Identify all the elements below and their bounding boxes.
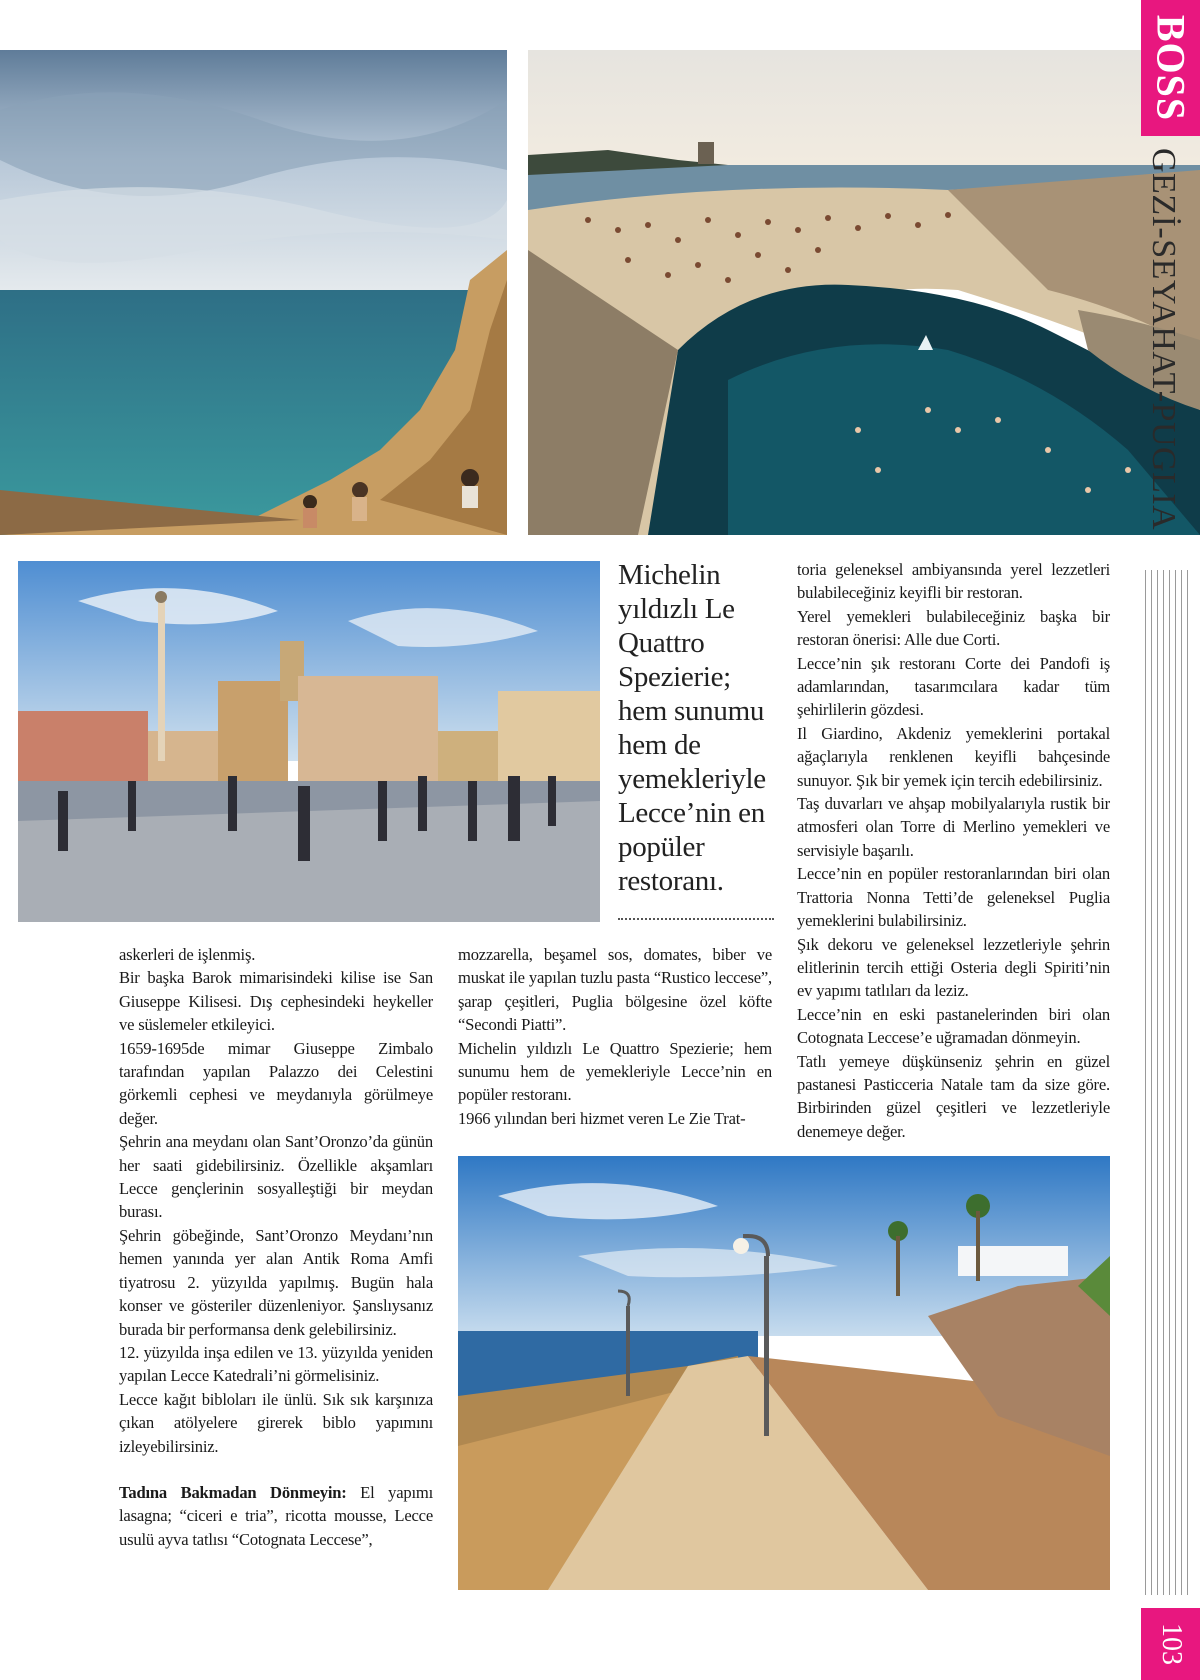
paragraph: askerleri de işlenmiş. [119, 945, 256, 964]
paragraph: Taş duvarları ve ahşap mobilyalarıyla rustik bir atmosferi olan Torre di Merlino yemekleri ve servisiyle başarılı. [797, 794, 1110, 860]
text-column-middle [458, 943, 772, 1130]
photo-cove-swimmers [528, 50, 1200, 535]
paragraph: toria geleneksel ambiyansında yerel lezzetleri bulabileceğiniz keyifli bir restoran. [797, 560, 1110, 603]
paragraph: 12. yüzyılda inşa edilen ve 13. yüzyılda yeniden yapılan Lecce Katedrali’ni görmelisiniz. [119, 1342, 433, 1386]
photo-lecce-square [18, 561, 600, 922]
paragraph: mozzarella, beşamel sos, domates, biber ve muskat ile yapılan tuzlu pasta “Rustico leccese”, şarap çeşitleri, Puglia bölgesine özel köfte “Secondi Piatti”. [458, 945, 772, 1035]
subhead-text: El yapımı lasagna; “ciceri e tria”, ricotta mousse, Lecce usulü ayva tatlısı “Cotognata Leccese”, [119, 1482, 433, 1549]
photo-seaside-promenade [458, 1156, 1110, 1590]
paragraph: Tatlı yemeye düşkünseniz şehrin en güzel pastanesi Pasticceria Natale tam da size göre. Birbirinden güzel çeşitleri ve lezzetleriyle denemeye değer. [797, 1051, 1110, 1141]
text-column-right [797, 558, 1110, 1143]
subhead: Tadına Bakmadan Dönmeyin: [119, 1482, 347, 1502]
edge-rules [1143, 570, 1197, 1595]
paragraph: Yerel yemekleri bulabileceğiniz başka bir restoran önerisi: Alle due Corti. [797, 606, 1110, 650]
section-label [1142, 148, 1198, 548]
paragraph: 1659-1695de mimar Giuseppe Zimbalo tarafından yapılan Palazzo dei Celestini görkemli cephesi ve meydanıyla görülmeye değer. [119, 1038, 433, 1128]
pull-quote-divider [618, 918, 774, 920]
paragraph: Lecce’nin şık restoranı Corte dei Pandofi iş adamlarından, tasarımcılara kadar tüm şehirlilerin gözdesi. [797, 653, 1110, 720]
paragraph: Lecce kağıt bibloları ile ünlü. Sık sık karşınıza çıkan atölyelere girerek biblo yapımını izleyebilirsiniz. [119, 1389, 433, 1456]
photo-sea-cliff [0, 50, 507, 535]
paragraph: Şık dekoru ve geleneksel lezzetleriyle şehrin elitlerinin tercih ettiği Osteria degli Spiriti’nin ev yapımı tatlıları da leziz. [797, 934, 1110, 1001]
paragraph: Michelin yıldızlı Le Quattro Spezierie; hem sunumu hem de yemekleriyle Lecce’nin en popüler restoranı. [458, 1038, 772, 1105]
magazine-brand-tab [1141, 0, 1200, 136]
pull-quote: Michelin yıldızlı Le Quattro Spezierie; hem sunumu hem de yemekleriyle Lecce’nin en popüler restoranı. [618, 559, 766, 897]
page-number-tab [1141, 1608, 1200, 1680]
paragraph: Bir başka Barok mimarisindeki kilise ise San Giuseppe Kilisesi. Dış cephesindeki heykeller ve süslemeler etkileyici. [119, 968, 433, 1035]
paragraph: Şehrin göbeğinde, Sant’Oronzo Meydanı’nın hemen yanında yer alan Antik Roma Amfi tiyatrosu 2. yüzyılda yapılmış. Bugün hala konser ve gösteriler düzenleniyor. Şanslıysanız burada bir performansa denk gelebilirsiniz. [119, 1225, 433, 1339]
paragraph: Şehrin ana meydanı olan Sant’Oronzo’da günün her saati gidebilirsiniz. Özellikle akşamları Lecce gençlerinin sosyalleştiği bir meydan burası. [119, 1132, 433, 1222]
paragraph: Il Giardino, Akdeniz yemeklerini portakal ağaçlarıyla renklenen keyifli bahçesinde sunuyor. Şık bir yemek için tercih edebilirsiniz. [797, 723, 1110, 790]
page-number: 103 [1155, 1623, 1187, 1665]
paragraph: 1966 yılından beri hizmet veren Le Zie Trat- [458, 1108, 746, 1128]
subhead-paragraph [119, 1481, 433, 1551]
text-column-left [119, 943, 433, 1551]
section-title: GEZİ-SEYAHAT-PUGLIA [1145, 148, 1182, 531]
brand-name: BOSS [1148, 14, 1193, 122]
paragraph: Lecce’nin en eski pastanelerinden biri olan Cotognata Leccese’e uğramadan dönmeyin. [797, 1004, 1110, 1048]
paragraph: Lecce’nin en popüler restoranlarından biri olan Trattoria Nonna Tetti’de geleneksel Puglia yemeklerini bulabilirsiniz. [797, 864, 1110, 931]
